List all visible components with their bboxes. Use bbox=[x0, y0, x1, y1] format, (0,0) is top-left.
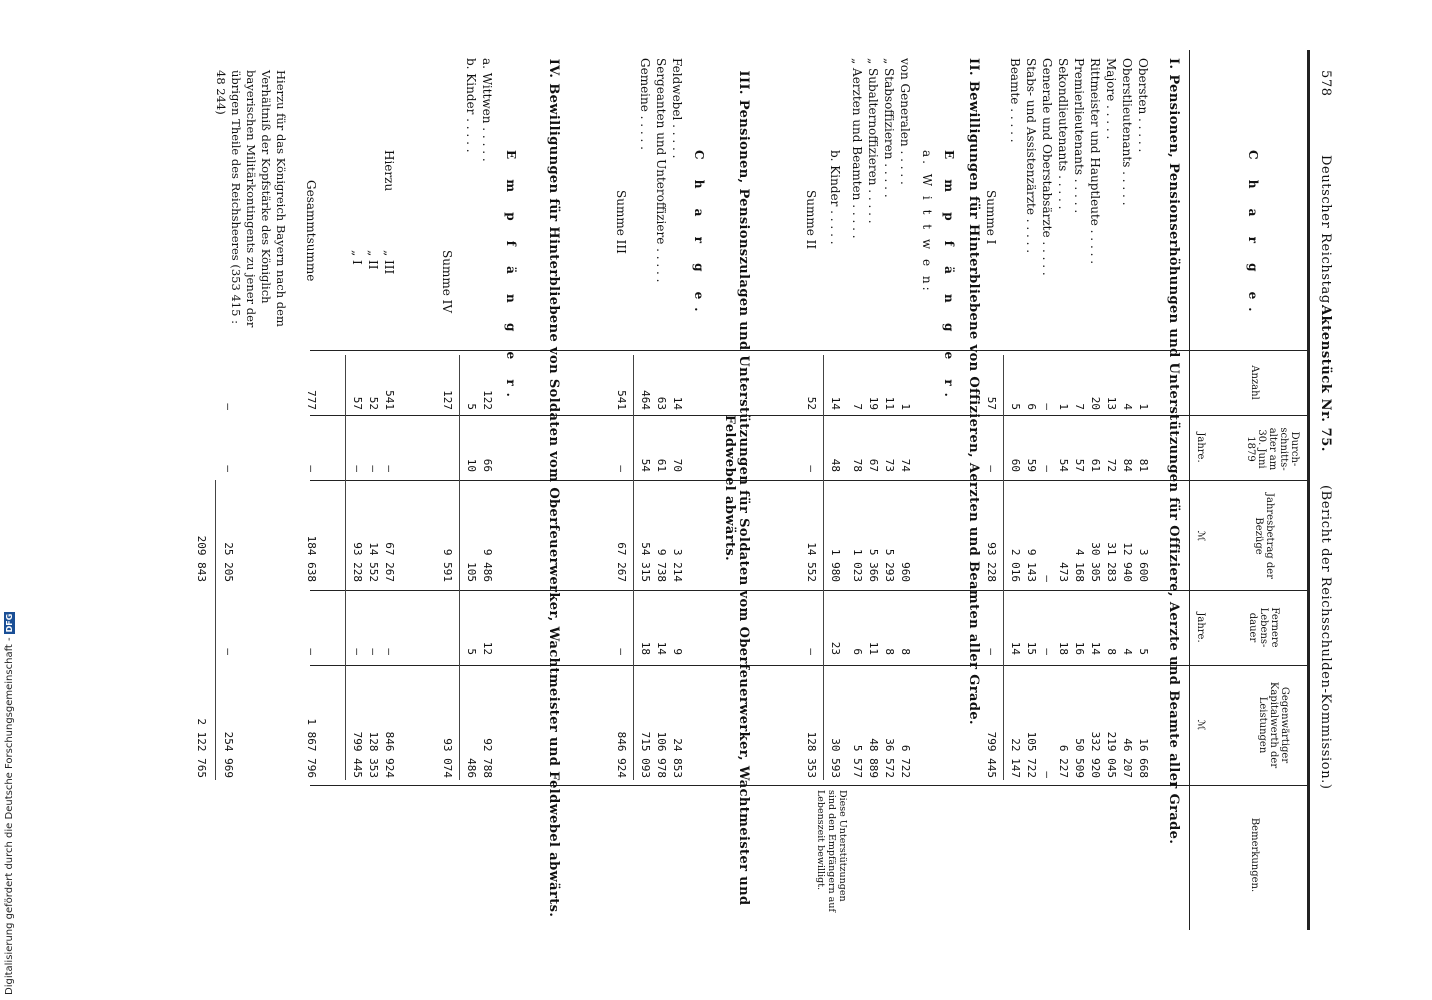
s1-sum-dauer: — bbox=[985, 648, 998, 655]
s4-gesamt-dauer: — bbox=[305, 648, 318, 655]
s2-row-2-alter: 67 bbox=[867, 458, 880, 472]
s4-gesamt-alter: — bbox=[305, 465, 318, 472]
section-3-charge: C h a r g e. bbox=[692, 150, 706, 320]
s4-gesamt-label: Gesammtsumme bbox=[304, 180, 318, 282]
col-header-kapital: Gegenwärtiger Kapitalwerth der Leistungen bbox=[1257, 681, 1290, 769]
s1-row-4-anzahl: 7 bbox=[1073, 403, 1086, 410]
s4-bayern-kapital: 254 969 bbox=[222, 731, 235, 778]
s2-row-1-betrag: 5 293 bbox=[883, 548, 896, 582]
s2-row-0-alter: 74 bbox=[899, 458, 912, 472]
s3-row-1-label: Sergeanten und Unteroffiziere . . . . . bbox=[654, 58, 668, 283]
s4-row-1-anzahl: 5 bbox=[465, 403, 478, 410]
s3-sum-betrag: 67 267 bbox=[615, 542, 628, 582]
s4-row-0-dauer: 12 bbox=[481, 641, 494, 655]
s2-sum-alter: — bbox=[805, 465, 818, 472]
s1-row-4-betrag: 4 168 bbox=[1073, 548, 1086, 582]
s1-row-6-label: Generale und Oberstabsärzte . . . . . bbox=[1040, 58, 1054, 276]
s1-row-2-dauer: 8 bbox=[1105, 648, 1118, 655]
s1-sum-rule bbox=[1003, 355, 1004, 780]
s1-row-4-alter: 57 bbox=[1073, 458, 1086, 472]
s3-row-0-label: Feldwebel . . . . . bbox=[670, 58, 684, 159]
s2-row-3-betrag: 1 023 bbox=[851, 548, 864, 582]
running-subtitle: (Bericht der Reichsschulden-Kommission.) bbox=[1318, 485, 1333, 790]
s1-row-4-dauer: 16 bbox=[1073, 641, 1086, 655]
s4-row-1-kapital: 486 bbox=[465, 758, 478, 778]
s4-hierzu-2-alter: — bbox=[351, 465, 364, 472]
s2-sum-rule bbox=[823, 355, 824, 780]
s2-row-4-dauer: 23 bbox=[829, 641, 842, 655]
col-header-bemerkungen: Bemerkungen. bbox=[1249, 817, 1260, 893]
s2-sum-kapital: 128 353 bbox=[805, 731, 818, 778]
s4-hierzu-2-kapital: 799 445 bbox=[351, 731, 364, 778]
s2-row-4-anzahl: 14 bbox=[829, 396, 842, 410]
s1-row-7-alter: 59 bbox=[1025, 458, 1038, 472]
s4-row-1-label: b. Kinder . . . . . bbox=[464, 58, 478, 153]
col-header-alter-unit: Jahre. bbox=[1195, 432, 1206, 463]
s3-row-1-alter: 61 bbox=[655, 458, 668, 472]
s1-row-7-anzahl: 6 bbox=[1025, 403, 1038, 410]
s4-row-1-alter: 10 bbox=[465, 458, 478, 472]
s1-row-8-anzahl: 5 bbox=[1009, 403, 1022, 410]
s3-row-2-alter: 54 bbox=[639, 458, 652, 472]
s1-row-5-dauer: 18 bbox=[1057, 641, 1070, 655]
section-2-sub-a: a. W i t t w e n: bbox=[920, 150, 934, 294]
s1-row-0-betrag: 3 600 bbox=[1137, 548, 1150, 582]
s3-row-2-betrag: 54 315 bbox=[639, 542, 652, 582]
s4-sumiv-rule bbox=[459, 355, 460, 780]
s1-row-5-betrag: 473 bbox=[1057, 562, 1070, 582]
s1-row-0-kapital: 16 668 bbox=[1137, 738, 1150, 778]
s2-row-1-alter: 73 bbox=[883, 458, 896, 472]
col-rule-3 bbox=[310, 480, 1310, 481]
section-2-title: II. Bewilligungen für Hinterbliebene von Offizieren, Aerzten und Beamten aller Grade. bbox=[966, 58, 981, 725]
s3-row-2-kapital: 715 093 bbox=[639, 731, 652, 778]
s1-row-3-anzahl: 20 bbox=[1089, 396, 1102, 410]
s1-row-3-dauer: 14 bbox=[1089, 641, 1102, 655]
s1-row-4-label: Premierlieutenants . . . . . bbox=[1072, 58, 1086, 214]
s1-row-8-dauer: 14 bbox=[1009, 641, 1022, 655]
s4-bayern-betrag: 25 205 bbox=[222, 542, 235, 582]
s2-row-1-label: „ Stabsoffizieren . . . . . bbox=[882, 58, 896, 198]
s1-sum-betrag: 93 228 bbox=[985, 542, 998, 582]
s1-row-1-kapital: 46 207 bbox=[1121, 738, 1134, 778]
s2-row-2-dauer: 11 bbox=[867, 641, 880, 655]
header-bottom-rule bbox=[1189, 50, 1190, 930]
section-1-title: I. Pensionen, Pensionserhöhungen und Unterstützungen für Offiziere, Aerzte und Beamte aller Grade. bbox=[1166, 58, 1181, 845]
s3-row-1-betrag: 9 738 bbox=[655, 548, 668, 582]
s1-row-2-kapital: 219 045 bbox=[1105, 731, 1118, 778]
s4-gesamt-kapital: 1 867 796 bbox=[305, 718, 318, 778]
s4-hierzu-0-label: „ III bbox=[382, 250, 396, 275]
s1-row-2-anzahl: 13 bbox=[1105, 396, 1118, 410]
s1-row-5-anzahl: 1 bbox=[1057, 403, 1070, 410]
s3-row-1-dauer: 14 bbox=[655, 641, 668, 655]
s1-row-1-dauer: 4 bbox=[1121, 648, 1134, 655]
s3-row-0-betrag: 3 214 bbox=[671, 548, 684, 582]
s4-hierzu-2-label: „ I bbox=[350, 250, 364, 265]
s4-row-1-dauer: 5 bbox=[465, 648, 478, 655]
s1-row-4-kapital: 50 509 bbox=[1073, 738, 1086, 778]
s1-row-6-dauer: — bbox=[1041, 648, 1054, 655]
s2-row-3-alter: 78 bbox=[851, 458, 864, 472]
s1-row-8-label: Beamte . . . . . bbox=[1008, 58, 1022, 143]
s1-row-7-betrag: 9 143 bbox=[1025, 548, 1038, 582]
s4-row-0-alter: 66 bbox=[481, 458, 494, 472]
s2-row-1-anzahl: 11 bbox=[883, 396, 896, 410]
s1-row-7-dauer: 15 bbox=[1025, 641, 1038, 655]
section-4-hierzu-label: Hierzu bbox=[382, 150, 396, 192]
s3-row-1-anzahl: 63 bbox=[655, 396, 668, 410]
s1-row-6-alter: — bbox=[1041, 465, 1054, 472]
s4-hierzu-2-betrag: 93 228 bbox=[351, 542, 364, 582]
s1-row-3-alter: 61 bbox=[1089, 458, 1102, 472]
dfg-credit-text: Digitalisierung gefördert durch die Deutsche Forschungsgemeinschaft - bbox=[4, 637, 15, 995]
s1-row-2-alter: 72 bbox=[1105, 458, 1118, 472]
s4-hierzu-2-anzahl: 57 bbox=[351, 396, 364, 410]
s1-row-2-label: Majore . . . . . bbox=[1104, 58, 1118, 140]
s4-sumiv-anzahl: 127 bbox=[441, 390, 454, 410]
s1-row-6-anzahl: — bbox=[1041, 403, 1054, 410]
section-2-empfaenger: E m p f ä n g e r. bbox=[942, 150, 956, 405]
col-header-anzahl: Anzahl bbox=[1249, 365, 1260, 400]
s1-row-3-kapital: 332 920 bbox=[1089, 731, 1102, 778]
s2-row-0-betrag: 960 bbox=[899, 562, 912, 582]
s1-row-6-betrag: — bbox=[1041, 575, 1054, 582]
col-header-kapital-unit: ℳ bbox=[1195, 719, 1206, 731]
s2-row-1-kapital: 36 572 bbox=[883, 738, 896, 778]
s1-row-7-kapital: 105 722 bbox=[1025, 731, 1038, 778]
s4-sumiv-betrag: 9 591 bbox=[441, 548, 454, 582]
s1-row-5-kapital: 6 227 bbox=[1057, 744, 1070, 778]
s3-sum-anzahl: 541 bbox=[615, 390, 628, 410]
s4-sumiv-kapital: 93 074 bbox=[441, 738, 454, 778]
s1-row-7-label: Stabs- und Assistenzärzte . . . . . bbox=[1024, 58, 1038, 254]
s1-row-6-kapital: — bbox=[1041, 771, 1054, 778]
s1-row-1-label: Oberstlieutenants . . . . . bbox=[1120, 58, 1134, 206]
s1-row-1-betrag: 12 940 bbox=[1121, 542, 1134, 582]
page-number: 578 bbox=[1318, 70, 1333, 97]
s1-row-8-alter: 60 bbox=[1009, 458, 1022, 472]
s3-row-1-kapital: 106 978 bbox=[655, 731, 668, 778]
s1-row-1-alter: 84 bbox=[1121, 458, 1134, 472]
s4-row-0-kapital: 92 788 bbox=[481, 738, 494, 778]
s3-sum-label: Summe III bbox=[614, 190, 628, 254]
s2-sum-betrag: 14 552 bbox=[805, 542, 818, 582]
s2-row-3-kapital: 5 577 bbox=[851, 744, 864, 778]
section-4-empfaenger: E m p f ä n g e r. bbox=[504, 150, 518, 405]
s4-hierzu-0-dauer: — bbox=[383, 648, 396, 655]
section-2-note: Diese Unterstützungen sind den Empfängern auf Lebenszeit bewilligt. bbox=[815, 790, 848, 912]
s2-row-2-betrag: 5 366 bbox=[867, 548, 880, 582]
section-4-bayern-text: Hierzu für das Königreich Bayern nach dem Verhältniß der Kopfstärke des Königlich bayerischen Militärkontingents zu jener der übrigen Theile des Reichsheeres (353 415 : 48 244) bbox=[214, 70, 288, 328]
s3-row-0-kapital: 24 853 bbox=[671, 738, 684, 778]
s2-row-0-kapital: 6 722 bbox=[899, 744, 912, 778]
s1-sum-label: Summe I bbox=[984, 190, 998, 245]
s4-total-rule bbox=[215, 480, 216, 780]
s1-row-0-dauer: 5 bbox=[1137, 648, 1150, 655]
s4-gesamt-rule bbox=[345, 355, 346, 780]
s1-row-3-label: Rittmeister und Hauptleute . . . . . bbox=[1088, 58, 1102, 265]
s4-bayern-dauer: — bbox=[222, 648, 235, 655]
s2-row-2-label: „ Subalternoffizieren . . . . . bbox=[866, 58, 880, 224]
s4-hierzu-1-alter: — bbox=[367, 465, 380, 472]
s4-row-0-anzahl: 122 bbox=[481, 390, 494, 410]
s1-sum-anzahl: 57 bbox=[985, 396, 998, 410]
s2-row-4-kapital: 30 593 bbox=[829, 738, 842, 778]
s3-sum-kapital: 846 924 bbox=[615, 731, 628, 778]
s4-total-betrag: 209 843 bbox=[195, 535, 208, 582]
s3-row-0-dauer: 9 bbox=[671, 648, 684, 655]
s1-row-8-kapital: 22 147 bbox=[1009, 738, 1022, 778]
s1-row-5-label: Sekondlieutenants . . . . . bbox=[1056, 58, 1070, 210]
s1-row-0-alter: 81 bbox=[1137, 458, 1150, 472]
s1-row-5-alter: 54 bbox=[1057, 458, 1070, 472]
s4-row-0-label: a. Wittwen . . . . . bbox=[480, 58, 494, 162]
s2-sum-label: Summe II bbox=[804, 190, 818, 250]
s4-hierzu-1-dauer: — bbox=[367, 648, 380, 655]
s4-row-0-betrag: 9 486 bbox=[481, 548, 494, 582]
table-top-rule bbox=[1307, 50, 1310, 930]
s4-hierzu-1-anzahl: 52 bbox=[367, 396, 380, 410]
s2-row-0-label: von Generalen . . . . . bbox=[898, 58, 912, 185]
s2-row-3-anzahl: 7 bbox=[851, 403, 864, 410]
s4-hierzu-2-dauer: — bbox=[351, 648, 364, 655]
s3-row-0-alter: 70 bbox=[671, 458, 684, 472]
s4-bayern-anzahl: — bbox=[222, 403, 235, 410]
s1-row-0-anzahl: 1 bbox=[1137, 403, 1150, 410]
s4-bayern-alter: — bbox=[222, 465, 235, 472]
s2-row-2-kapital: 48 889 bbox=[867, 738, 880, 778]
s2-row-0-dauer: 8 bbox=[899, 648, 912, 655]
running-title: Deutscher Reichstag. bbox=[1318, 155, 1333, 309]
s3-row-2-anzahl: 464 bbox=[639, 390, 652, 410]
s3-sum-rule bbox=[633, 355, 634, 780]
col-header-alter: Durch- schnitts- alter am 30. Juni 1879 bbox=[1245, 427, 1300, 471]
s2-sum-anzahl: 52 bbox=[805, 396, 818, 410]
s1-row-8-betrag: 2 016 bbox=[1009, 548, 1022, 582]
col-header-jahresbetrag: Jahresbetrag der Bezüge bbox=[1253, 492, 1275, 579]
s4-hierzu-0-betrag: 67 267 bbox=[383, 542, 396, 582]
col-rule-6 bbox=[310, 785, 1310, 786]
s2-row-2-anzahl: 19 bbox=[867, 396, 880, 410]
s3-row-2-dauer: 18 bbox=[639, 641, 652, 655]
dfg-logo-icon: DFG bbox=[5, 613, 14, 633]
col-header-lebensdauer: Fernere Lebens- dauer bbox=[1247, 607, 1280, 648]
s1-row-0-label: Obersten . . . . . bbox=[1136, 58, 1150, 153]
s4-total-kapital: 2 122 765 bbox=[195, 718, 208, 778]
s4-gesamt-anzahl: 777 bbox=[305, 390, 318, 410]
s2-row-4-label: b. Kinder . . . . . bbox=[828, 150, 842, 245]
s1-sum-kapital: 799 445 bbox=[985, 731, 998, 778]
s4-hierzu-0-anzahl: 541 bbox=[383, 390, 396, 410]
s4-hierzu-0-alter: — bbox=[383, 465, 396, 472]
s4-hierzu-1-betrag: 14 552 bbox=[367, 542, 380, 582]
s4-hierzu-1-label: „ II bbox=[366, 250, 380, 270]
s4-hierzu-1-kapital: 128 353 bbox=[367, 731, 380, 778]
s1-sum-alter: — bbox=[985, 465, 998, 472]
s4-gesamt-betrag: 184 638 bbox=[305, 535, 318, 582]
s2-row-4-alter: 48 bbox=[829, 458, 842, 472]
s2-row-1-dauer: 8 bbox=[883, 648, 896, 655]
s3-sum-dauer: — bbox=[615, 648, 628, 655]
col-rule-5 bbox=[310, 665, 1310, 666]
section-4-title: IV. Bewilligungen für Hinterbliebene von Soldaten vom Oberfeuerwerker, Wachtmeister und Feldwebel abwärts. bbox=[546, 58, 561, 918]
s1-row-1-anzahl: 4 bbox=[1121, 403, 1134, 410]
s1-row-3-betrag: 30 305 bbox=[1089, 542, 1102, 582]
s2-sum-dauer: — bbox=[805, 648, 818, 655]
s3-sum-alter: — bbox=[615, 465, 628, 472]
s2-row-3-label: „ Aerzten und Beamten . . . . . bbox=[850, 58, 864, 239]
col-header-charge: C h a r g e. bbox=[1246, 150, 1260, 320]
col-header-jahresbetrag-unit: ℳ bbox=[1195, 530, 1206, 542]
s1-row-2-betrag: 31 283 bbox=[1105, 542, 1118, 582]
col-header-lebensdauer-unit: Jahre. bbox=[1195, 612, 1206, 643]
running-doc: Aktenstück Nr. 75. bbox=[1318, 305, 1333, 453]
section-3-title: III. Pensionen, Pensionszulagen und Unterstützungen für Soldaten vom Oberfeuerwerker, Wachtmeister und Feldwebel abwärts. bbox=[722, 70, 751, 906]
s4-row-1-betrag: 105 bbox=[465, 562, 478, 582]
s2-row-4-betrag: 1 980 bbox=[829, 548, 842, 582]
s3-row-0-anzahl: 14 bbox=[671, 396, 684, 410]
s2-row-3-dauer: 6 bbox=[851, 648, 864, 655]
rotated-page bbox=[50, 0, 1340, 1000]
s2-row-0-anzahl: 1 bbox=[899, 403, 912, 410]
s3-row-2-label: Gemeine . . . . . bbox=[638, 58, 652, 150]
s4-sumiv-label: Summe IV bbox=[440, 250, 454, 314]
dfg-credit bbox=[4, 612, 15, 995]
s4-hierzu-0-kapital: 846 924 bbox=[383, 731, 396, 778]
